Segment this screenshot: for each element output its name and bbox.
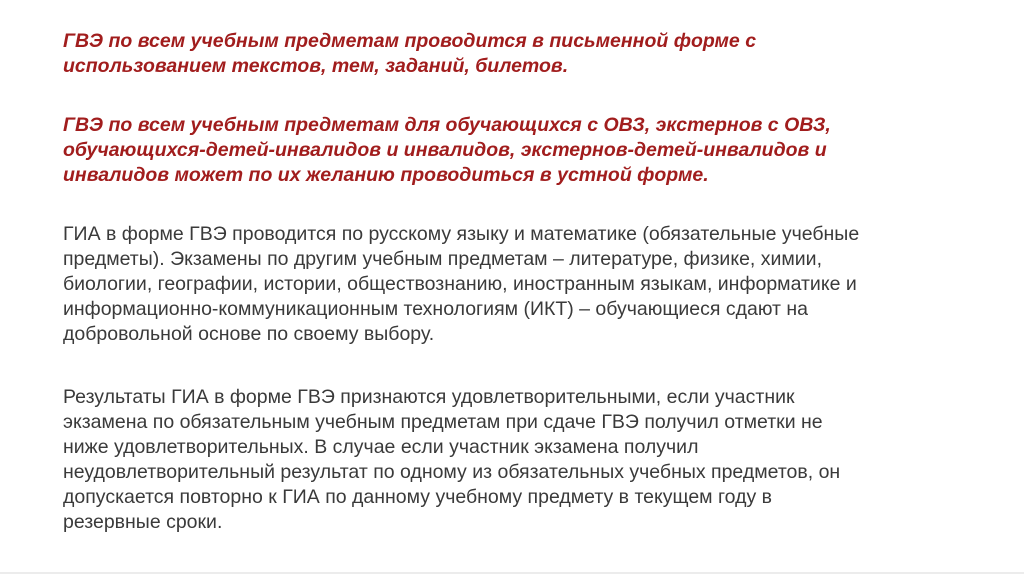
text-line: ГВЭ по всем учебным предметам проводится в письменной форме с	[63, 30, 757, 52]
text-line: допускается повторно к ГИА по данному учебному предмету в текущем году в	[63, 486, 773, 508]
text-line: биологии, географии, истории, обществознанию, иностранным языкам, информатике и	[63, 273, 857, 295]
text-line: Результаты ГИА в форме ГВЭ признаются удовлетворительными, если участник	[63, 386, 795, 408]
text-line: ГВЭ по всем учебным предметам для обучающихся с ОВЗ, экстернов с ОВЗ,	[63, 114, 831, 136]
subjects-paragraph	[63, 222, 998, 347]
text-line: использованием текстов, тем, заданий, билетов.	[63, 55, 569, 77]
text-line: неудовлетворительный результат по одному из обязательных учебных предметов, он	[63, 461, 841, 483]
written-form-paragraph	[63, 29, 998, 79]
text-line: информационно-коммуникационным технологиям (ИКТ) – обучающиеся сдают на	[63, 298, 809, 320]
text-line: резервные сроки.	[63, 511, 223, 533]
oral-form-paragraph	[63, 113, 998, 188]
text-line: ниже удовлетворительных. В случае если участник экзамена получил	[63, 436, 699, 458]
text-line: добровольной основе по своему выбору.	[63, 323, 435, 345]
text-line: предметы). Экзамены по другим учебным предметам – литературе, физике, химии,	[63, 248, 822, 270]
text-line: обучающихся-детей-инвалидов и инвалидов, экстернов-детей-инвалидов и	[63, 139, 827, 161]
text-line: экзамена по обязательным учебным предметам при сдаче ГВЭ получил отметки не	[63, 411, 823, 433]
text-line: ГИА в форме ГВЭ проводится по русскому языку и математике (обязательные учебные	[63, 223, 860, 245]
results-paragraph	[63, 385, 998, 535]
text-line: инвалидов может по их желанию проводиться в устной форме.	[63, 164, 709, 186]
